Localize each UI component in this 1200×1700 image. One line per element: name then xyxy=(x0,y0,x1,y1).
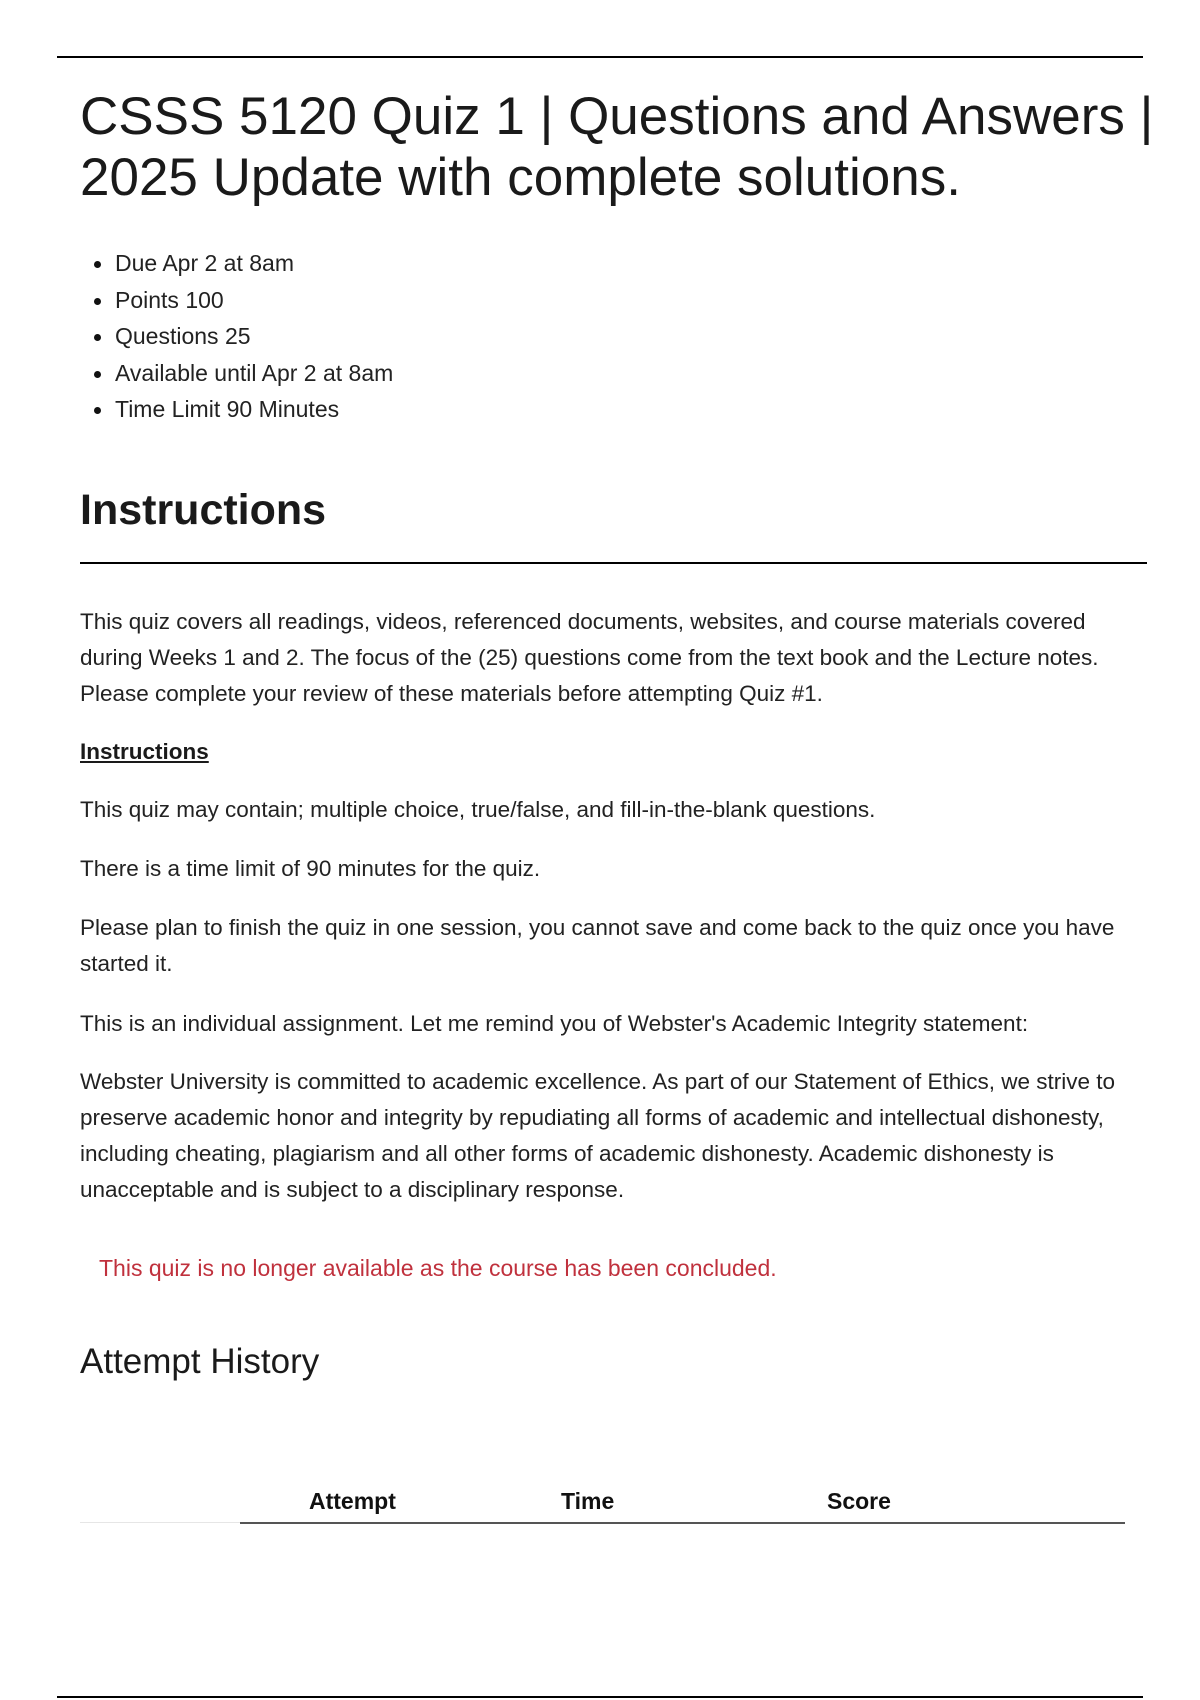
quiz-unavailable-notice: This quiz is no longer available as the course has been concluded. xyxy=(99,1255,777,1281)
question-types-paragraph: This quiz may contain; multiple choice, true/false, and fill-in-the-blank questions. xyxy=(80,797,876,822)
individual-assignment-paragraph: This is an individual assignment. Let me remind you of Webster's Academic Integrity statement: xyxy=(80,1011,1029,1036)
availability-item: Available until Apr 2 at 8am xyxy=(80,355,393,392)
intro-paragraph: This quiz covers all readings, videos, referenced documents, websites, and course materials covered during Weeks 1 and 2. The focus of the (25) questions come from the text book and the Lecture notes. Please complete your review of these materials before attempting Quiz #1. xyxy=(80,609,1099,706)
attempt-history-table xyxy=(80,1484,1125,1526)
column-header-time: Time xyxy=(561,1488,615,1514)
column-header-score: Score xyxy=(827,1488,891,1514)
time-limit-item: Time Limit 90 Minutes xyxy=(80,391,393,428)
questions-item: Questions 25 xyxy=(80,318,393,355)
table-header-rule xyxy=(240,1522,1125,1524)
due-date-item: Due Apr 2 at 8am xyxy=(80,245,393,282)
instructions-heading: Instructions xyxy=(80,486,327,534)
integrity-statement-paragraph: Webster University is committed to academic excellence. As part of our Statement of Ethics, we strive to preserve academic honor and integrity by repudiating all forms of academic and intellectual dishonesty, including cheating, plagiarism and all other forms of academic dishonesty. Academic dishonesty is unacceptable and is subject to a disciplinary response. xyxy=(80,1069,1115,1202)
instructions-subheading: Instructions xyxy=(80,739,209,764)
quiz-details-list xyxy=(80,245,393,428)
attempt-history-heading: Attempt History xyxy=(80,1342,320,1381)
column-header-attempt: Attempt xyxy=(309,1488,396,1514)
instructions-divider xyxy=(80,562,1147,564)
bottom-divider xyxy=(57,1696,1143,1698)
table-header-rule-left xyxy=(80,1522,240,1523)
page-title: CSSS 5120 Quiz 1 | Questions and Answers | 2025 Update with complete solutions. xyxy=(80,87,1154,207)
session-paragraph: Please plan to finish the quiz in one session, you cannot save and come back to the quiz once you have started it. xyxy=(80,915,1115,976)
top-divider xyxy=(57,56,1143,58)
time-limit-paragraph: There is a time limit of 90 minutes for the quiz. xyxy=(80,856,541,881)
points-item: Points 100 xyxy=(80,282,393,319)
